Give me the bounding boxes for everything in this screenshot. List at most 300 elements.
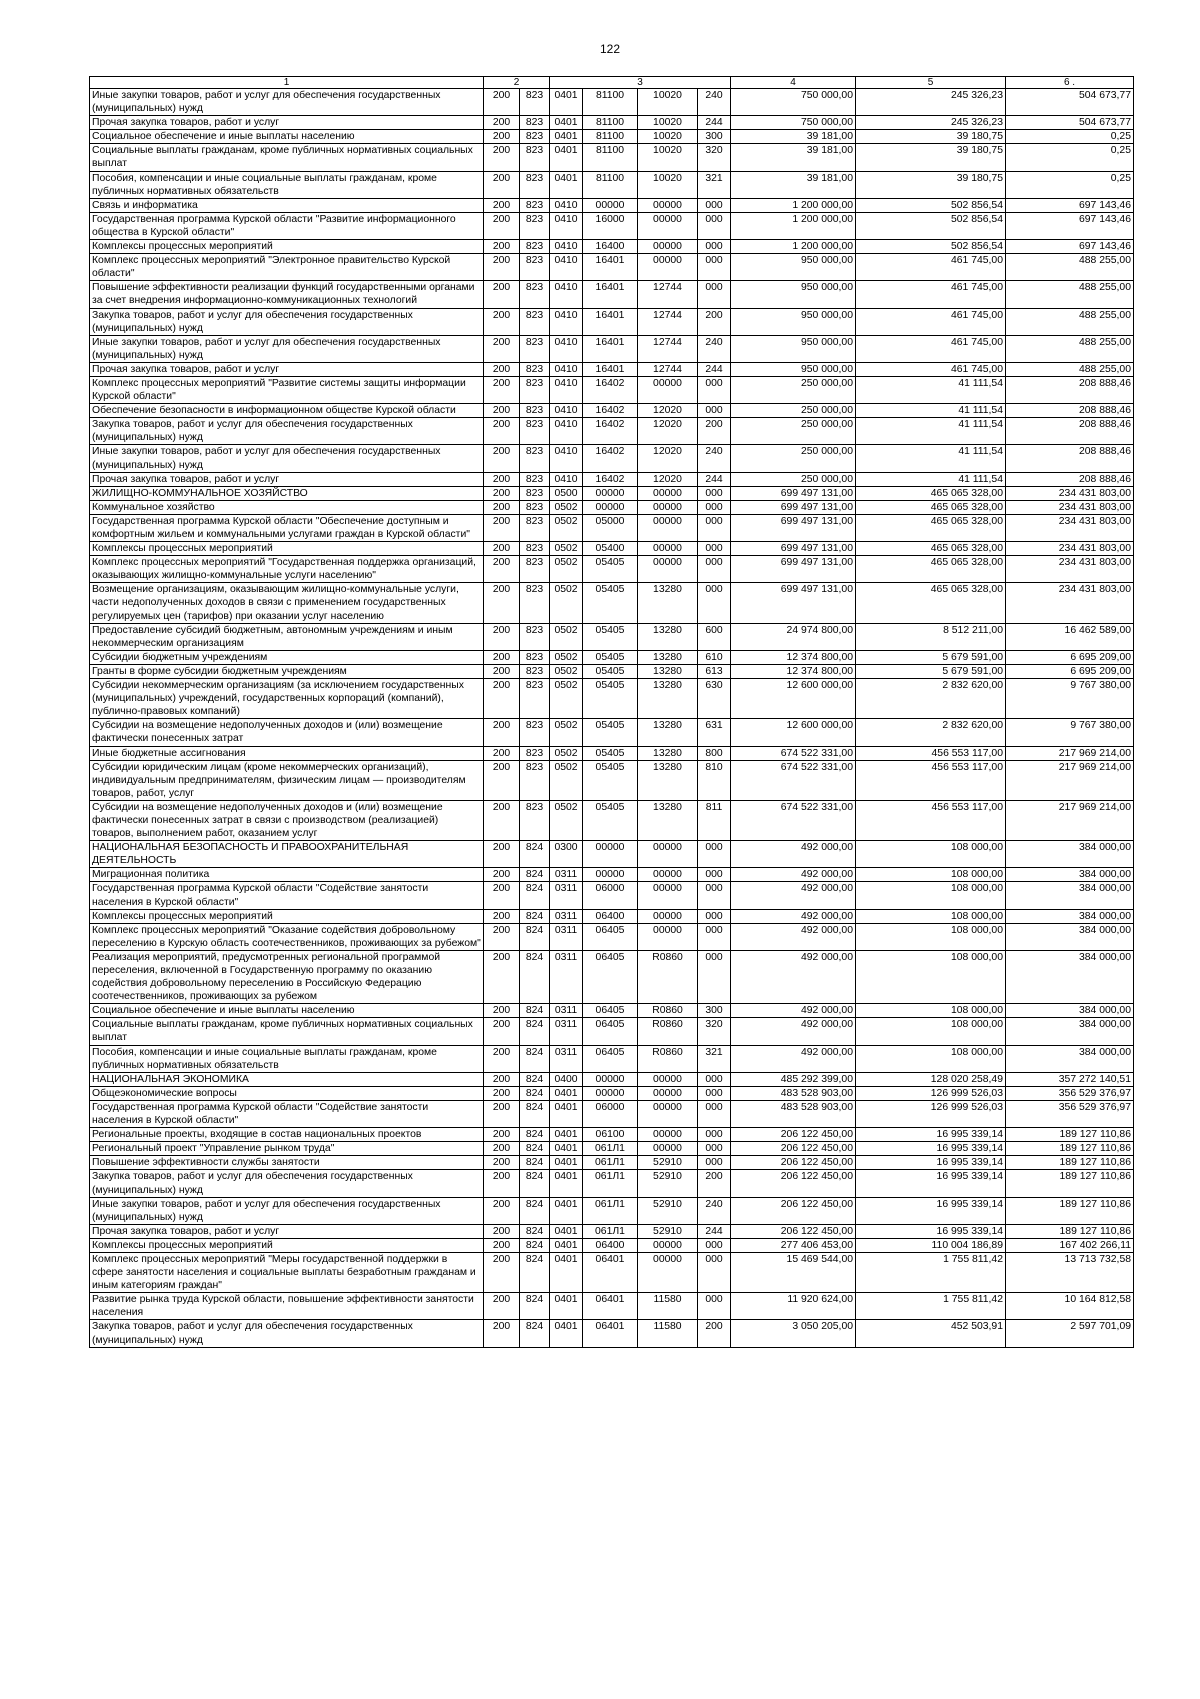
table-row (90, 198, 1134, 212)
code-cell-vr: 000 (698, 1142, 731, 1156)
amount-remaining-cell: 697 143,46 (1006, 240, 1134, 254)
amount-remaining-cell: 208 888,46 (1006, 472, 1134, 486)
code-cell-program: 16401 (583, 335, 638, 362)
code-cell-grbs: 823 (520, 719, 550, 746)
amount-approved-cell: 674 522 331,00 (731, 746, 856, 760)
code-cell-grbs: 823 (520, 362, 550, 376)
code-cell-direction: 12744 (638, 308, 698, 335)
table-row (90, 746, 1134, 760)
amount-remaining-cell: 189 127 110,86 (1006, 1197, 1134, 1224)
code-cell-grbs: 823 (520, 335, 550, 362)
amount-remaining-cell: 217 969 214,00 (1006, 746, 1134, 760)
table-row (90, 376, 1134, 403)
code-cell-grbs: 824 (520, 1252, 550, 1292)
table-row (90, 144, 1134, 171)
code-cell-direction: 00000 (638, 1072, 698, 1086)
amount-approved-cell: 206 122 450,00 (731, 1224, 856, 1238)
code-cell-program: 00000 (583, 198, 638, 212)
amount-remaining-cell: 384 000,00 (1006, 882, 1134, 909)
code-cell-section: 200 (484, 116, 520, 130)
row-name-cell: Развитие рынка труда Курской области, повышение эффективности занятости населения (90, 1293, 484, 1320)
code-cell-section: 200 (484, 404, 520, 418)
code-cell-rzpr: 0311 (550, 1018, 583, 1045)
code-cell-vr: 000 (698, 882, 731, 909)
code-cell-grbs: 824 (520, 882, 550, 909)
code-cell-section: 200 (484, 868, 520, 882)
code-cell-program: 16402 (583, 445, 638, 472)
code-cell-section: 200 (484, 664, 520, 678)
code-cell-rzpr: 0401 (550, 1142, 583, 1156)
row-name-cell: Государственная программа Курской области "Содействие занятости населения в Курской области" (90, 882, 484, 909)
code-cell-vr: 000 (698, 212, 731, 239)
amount-executed-cell: 110 004 186,89 (856, 1238, 1006, 1252)
amount-executed-cell: 128 020 258,49 (856, 1072, 1006, 1086)
code-cell-rzpr: 0410 (550, 418, 583, 445)
amount-approved-cell: 12 374 800,00 (731, 650, 856, 664)
code-cell-program: 00000 (583, 486, 638, 500)
table-row (90, 1238, 1134, 1252)
code-cell-section: 200 (484, 500, 520, 514)
amount-remaining-cell: 208 888,46 (1006, 404, 1134, 418)
code-cell-rzpr: 0311 (550, 1004, 583, 1018)
code-cell-grbs: 824 (520, 1128, 550, 1142)
table-row (90, 1252, 1134, 1292)
amount-executed-cell: 461 745,00 (856, 254, 1006, 281)
table-row (90, 1170, 1134, 1197)
code-cell-direction: 13280 (638, 760, 698, 800)
code-cell-vr: 240 (698, 335, 731, 362)
code-cell-program: 00000 (583, 500, 638, 514)
code-cell-rzpr: 0502 (550, 679, 583, 719)
amount-approved-cell: 277 406 453,00 (731, 1238, 856, 1252)
code-cell-rzpr: 0311 (550, 1045, 583, 1072)
code-cell-vr: 000 (698, 240, 731, 254)
code-cell-rzpr: 0401 (550, 1100, 583, 1127)
amount-executed-cell: 5 679 591,00 (856, 650, 1006, 664)
amount-executed-cell: 465 065 328,00 (856, 500, 1006, 514)
code-cell-vr: 811 (698, 800, 731, 840)
code-cell-rzpr: 0401 (550, 130, 583, 144)
row-name-cell: Субсидии бюджетным учреждениям (90, 650, 484, 664)
code-cell-section: 200 (484, 1293, 520, 1320)
code-cell-direction: 00000 (638, 882, 698, 909)
amount-approved-cell: 1 200 000,00 (731, 240, 856, 254)
table-row (90, 719, 1134, 746)
row-name-cell: Региональные проекты, входящие в состав национальных проектов (90, 1128, 484, 1142)
code-cell-grbs: 824 (520, 1045, 550, 1072)
code-cell-direction: 00000 (638, 1252, 698, 1292)
code-cell-vr: 000 (698, 1252, 731, 1292)
amount-remaining-cell: 234 431 803,00 (1006, 583, 1134, 623)
table-row (90, 1086, 1134, 1100)
code-cell-section: 200 (484, 472, 520, 486)
table-row (90, 923, 1134, 950)
code-cell-direction: 00000 (638, 1142, 698, 1156)
code-cell-rzpr: 0502 (550, 760, 583, 800)
code-cell-grbs: 824 (520, 868, 550, 882)
code-cell-vr: 000 (698, 514, 731, 541)
amount-executed-cell: 456 553 117,00 (856, 746, 1006, 760)
code-cell-direction: 13280 (638, 583, 698, 623)
code-cell-direction: 00000 (638, 1128, 698, 1142)
code-cell-grbs: 823 (520, 472, 550, 486)
amount-approved-cell: 950 000,00 (731, 281, 856, 308)
amount-executed-cell: 2 832 620,00 (856, 679, 1006, 719)
amount-approved-cell: 250 000,00 (731, 445, 856, 472)
code-cell-section: 200 (484, 760, 520, 800)
code-cell-direction: 13280 (638, 623, 698, 650)
code-cell-direction: 12020 (638, 404, 698, 418)
row-name-cell: ЖИЛИЩНО-КОММУНАЛЬНОЕ ХОЗЯЙСТВО (90, 486, 484, 500)
code-cell-grbs: 823 (520, 130, 550, 144)
amount-remaining-cell: 13 713 732,58 (1006, 1252, 1134, 1292)
code-cell-grbs: 824 (520, 1320, 550, 1347)
amount-executed-cell: 108 000,00 (856, 841, 1006, 868)
amount-executed-cell: 465 065 328,00 (856, 514, 1006, 541)
row-name-cell: Комплекс процессных мероприятий "Государственная поддержка организаций, оказывающих жилищно-коммунальные услуги населению" (90, 556, 484, 583)
amount-executed-cell: 16 995 339,14 (856, 1142, 1006, 1156)
row-name-cell: Социальное обеспечение и иные выплаты населению (90, 130, 484, 144)
code-cell-grbs: 824 (520, 841, 550, 868)
amount-remaining-cell: 9 767 380,00 (1006, 679, 1134, 719)
code-cell-direction: R0860 (638, 950, 698, 1003)
code-cell-direction: 12744 (638, 281, 698, 308)
code-cell-rzpr: 0401 (550, 1252, 583, 1292)
amount-approved-cell: 12 600 000,00 (731, 719, 856, 746)
amount-approved-cell: 492 000,00 (731, 882, 856, 909)
row-name-cell: Субсидии на возмещение недополученных доходов и (или) возмещение фактически понесенных затрат в связи с производством (реализацией) товаров, выполнением работ, оказанием услуг (90, 800, 484, 840)
code-cell-section: 200 (484, 1072, 520, 1086)
code-cell-section: 200 (484, 1045, 520, 1072)
amount-remaining-cell: 488 255,00 (1006, 254, 1134, 281)
code-cell-section: 200 (484, 882, 520, 909)
amount-approved-cell: 699 497 131,00 (731, 542, 856, 556)
row-name-cell: Комплекс процессных мероприятий "Оказание содействия добровольному переселению в Курскую область соотечественников, проживающих за рубежом" (90, 923, 484, 950)
amount-approved-cell: 39 181,00 (731, 144, 856, 171)
code-cell-grbs: 823 (520, 116, 550, 130)
code-cell-vr: 000 (698, 500, 731, 514)
code-cell-grbs: 823 (520, 171, 550, 198)
code-cell-grbs: 823 (520, 514, 550, 541)
row-name-cell: Закупка товаров, работ и услуг для обеспечения государственных (муниципальных) нужд (90, 308, 484, 335)
row-name-cell: НАЦИОНАЛЬНАЯ ЭКОНОМИКА (90, 1072, 484, 1086)
code-cell-program: 05405 (583, 800, 638, 840)
code-cell-program: 06400 (583, 909, 638, 923)
amount-remaining-cell: 234 431 803,00 (1006, 542, 1134, 556)
code-cell-vr: 631 (698, 719, 731, 746)
code-cell-vr: 000 (698, 486, 731, 500)
code-cell-section: 200 (484, 1238, 520, 1252)
row-name-cell: Комплексы процессных мероприятий (90, 1238, 484, 1252)
code-cell-program: 061Л1 (583, 1224, 638, 1238)
code-cell-vr: 000 (698, 1128, 731, 1142)
code-cell-rzpr: 0502 (550, 500, 583, 514)
code-cell-grbs: 824 (520, 1100, 550, 1127)
code-cell-direction: 12020 (638, 445, 698, 472)
amount-executed-cell: 452 503,91 (856, 1320, 1006, 1347)
table-row (90, 556, 1134, 583)
code-cell-vr: 320 (698, 1018, 731, 1045)
amount-remaining-cell: 0,25 (1006, 171, 1134, 198)
amount-approved-cell: 950 000,00 (731, 254, 856, 281)
amount-approved-cell: 206 122 450,00 (731, 1128, 856, 1142)
code-cell-section: 200 (484, 923, 520, 950)
code-cell-program: 05405 (583, 623, 638, 650)
amount-executed-cell: 108 000,00 (856, 909, 1006, 923)
code-cell-section: 200 (484, 746, 520, 760)
code-cell-grbs: 824 (520, 1156, 550, 1170)
amount-approved-cell: 485 292 399,00 (731, 1072, 856, 1086)
code-cell-direction: 00000 (638, 923, 698, 950)
amount-remaining-cell: 6 695 209,00 (1006, 664, 1134, 678)
code-cell-vr: 244 (698, 1224, 731, 1238)
code-cell-grbs: 823 (520, 556, 550, 583)
code-cell-rzpr: 0401 (550, 1238, 583, 1252)
code-cell-rzpr: 0401 (550, 1320, 583, 1347)
code-cell-direction: 10020 (638, 171, 698, 198)
amount-approved-cell: 492 000,00 (731, 1018, 856, 1045)
code-cell-program: 06100 (583, 1128, 638, 1142)
table-row (90, 1197, 1134, 1224)
code-cell-program: 06401 (583, 1252, 638, 1292)
row-name-cell: Прочая закупка товаров, работ и услуг (90, 362, 484, 376)
code-cell-vr: 000 (698, 404, 731, 418)
amount-executed-cell: 16 995 339,14 (856, 1128, 1006, 1142)
code-cell-vr: 200 (698, 1170, 731, 1197)
code-cell-section: 200 (484, 171, 520, 198)
row-name-cell: Пособия, компенсации и иные социальные выплаты гражданам, кроме публичных нормативных обязательств (90, 1045, 484, 1072)
code-cell-vr: 240 (698, 1197, 731, 1224)
amount-approved-cell: 1 200 000,00 (731, 198, 856, 212)
code-cell-section: 200 (484, 89, 520, 116)
code-cell-grbs: 823 (520, 800, 550, 840)
amount-approved-cell: 950 000,00 (731, 362, 856, 376)
code-cell-program: 061Л1 (583, 1197, 638, 1224)
code-cell-rzpr: 0410 (550, 281, 583, 308)
code-cell-direction: 00000 (638, 376, 698, 403)
code-cell-grbs: 823 (520, 583, 550, 623)
code-cell-direction: 52910 (638, 1170, 698, 1197)
code-cell-rzpr: 0410 (550, 254, 583, 281)
amount-remaining-cell: 488 255,00 (1006, 308, 1134, 335)
code-cell-grbs: 823 (520, 198, 550, 212)
code-cell-rzpr: 0502 (550, 664, 583, 678)
code-cell-rzpr: 0410 (550, 362, 583, 376)
code-cell-direction: 13280 (638, 800, 698, 840)
code-cell-rzpr: 0502 (550, 746, 583, 760)
code-cell-grbs: 824 (520, 1224, 550, 1238)
code-cell-program: 16401 (583, 308, 638, 335)
code-cell-grbs: 824 (520, 1293, 550, 1320)
table-row (90, 500, 1134, 514)
amount-approved-cell: 206 122 450,00 (731, 1170, 856, 1197)
code-cell-program: 16402 (583, 418, 638, 445)
code-cell-rzpr: 0311 (550, 868, 583, 882)
code-cell-section: 200 (484, 486, 520, 500)
code-cell-grbs: 823 (520, 746, 550, 760)
code-cell-rzpr: 0410 (550, 308, 583, 335)
code-cell-direction: 00000 (638, 556, 698, 583)
amount-executed-cell: 461 745,00 (856, 308, 1006, 335)
amount-approved-cell: 24 974 800,00 (731, 623, 856, 650)
row-name-cell: Прочая закупка товаров, работ и услуг (90, 116, 484, 130)
amount-approved-cell: 492 000,00 (731, 841, 856, 868)
code-cell-grbs: 824 (520, 1170, 550, 1197)
code-cell-vr: 000 (698, 376, 731, 403)
code-cell-direction: 13280 (638, 746, 698, 760)
code-cell-grbs: 823 (520, 500, 550, 514)
code-cell-vr: 244 (698, 362, 731, 376)
code-cell-vr: 300 (698, 1004, 731, 1018)
code-cell-vr: 000 (698, 198, 731, 212)
amount-remaining-cell: 189 127 110,86 (1006, 1142, 1134, 1156)
code-cell-rzpr: 0311 (550, 950, 583, 1003)
amount-remaining-cell: 697 143,46 (1006, 198, 1134, 212)
amount-approved-cell: 750 000,00 (731, 116, 856, 130)
code-cell-grbs: 823 (520, 144, 550, 171)
code-cell-vr: 000 (698, 1156, 731, 1170)
code-cell-program: 81100 (583, 89, 638, 116)
code-cell-program: 05000 (583, 514, 638, 541)
table-row (90, 418, 1134, 445)
code-cell-grbs: 824 (520, 1004, 550, 1018)
row-name-cell: Иные бюджетные ассигнования (90, 746, 484, 760)
amount-remaining-cell: 488 255,00 (1006, 362, 1134, 376)
amount-executed-cell: 41 111,54 (856, 445, 1006, 472)
amount-remaining-cell: 384 000,00 (1006, 841, 1134, 868)
table-row (90, 486, 1134, 500)
code-cell-direction: 00000 (638, 1238, 698, 1252)
amount-approved-cell: 12 374 800,00 (731, 664, 856, 678)
code-cell-rzpr: 0401 (550, 1197, 583, 1224)
amount-executed-cell: 126 999 526,03 (856, 1100, 1006, 1127)
amount-approved-cell: 674 522 331,00 (731, 760, 856, 800)
amount-executed-cell: 461 745,00 (856, 281, 1006, 308)
table-row (90, 1100, 1134, 1127)
code-cell-rzpr: 0401 (550, 1293, 583, 1320)
code-cell-grbs: 824 (520, 1018, 550, 1045)
header-cell-5: 5 (856, 77, 1006, 89)
amount-remaining-cell: 0,25 (1006, 144, 1134, 171)
amount-approved-cell: 492 000,00 (731, 1004, 856, 1018)
code-cell-program: 05405 (583, 719, 638, 746)
code-cell-grbs: 823 (520, 240, 550, 254)
code-cell-section: 200 (484, 144, 520, 171)
code-cell-rzpr: 0502 (550, 556, 583, 583)
code-cell-program: 16402 (583, 376, 638, 403)
code-cell-section: 200 (484, 1156, 520, 1170)
code-cell-grbs: 823 (520, 623, 550, 650)
row-name-cell: Комплексы процессных мероприятий (90, 542, 484, 556)
code-cell-direction: 11580 (638, 1320, 698, 1347)
row-name-cell: Закупка товаров, работ и услуг для обеспечения государственных (муниципальных) нужд (90, 1170, 484, 1197)
table-row (90, 679, 1134, 719)
code-cell-program: 061Л1 (583, 1142, 638, 1156)
amount-approved-cell: 674 522 331,00 (731, 800, 856, 840)
code-cell-rzpr: 0502 (550, 800, 583, 840)
code-cell-rzpr: 0401 (550, 1156, 583, 1170)
amount-remaining-cell: 208 888,46 (1006, 376, 1134, 403)
code-cell-program: 05405 (583, 760, 638, 800)
amount-approved-cell: 483 528 903,00 (731, 1100, 856, 1127)
page-number: 122 (599, 42, 621, 56)
table-row (90, 800, 1134, 840)
table-row (90, 841, 1134, 868)
code-cell-program: 05405 (583, 746, 638, 760)
row-name-cell: Социальное обеспечение и иные выплаты населению (90, 1004, 484, 1018)
row-name-cell: Комплекс процессных мероприятий "Развитие системы защиты информации Курской области" (90, 376, 484, 403)
code-cell-vr: 321 (698, 1045, 731, 1072)
amount-executed-cell: 245 326,23 (856, 116, 1006, 130)
code-cell-vr: 000 (698, 1238, 731, 1252)
row-name-cell: Государственная программа Курской области "Развитие информационного общества в Курской области" (90, 212, 484, 239)
amount-executed-cell: 41 111,54 (856, 376, 1006, 403)
code-cell-program: 00000 (583, 868, 638, 882)
amount-executed-cell: 456 553 117,00 (856, 800, 1006, 840)
row-name-cell: Субсидии на возмещение недополученных доходов и (или) возмещение фактически понесенных затрат (90, 719, 484, 746)
code-cell-grbs: 823 (520, 308, 550, 335)
amount-executed-cell: 108 000,00 (856, 868, 1006, 882)
code-cell-program: 05405 (583, 664, 638, 678)
code-cell-section: 200 (484, 841, 520, 868)
amount-remaining-cell: 208 888,46 (1006, 418, 1134, 445)
code-cell-direction: 00000 (638, 1086, 698, 1100)
row-name-cell: Миграционная политика (90, 868, 484, 882)
code-cell-rzpr: 0502 (550, 542, 583, 556)
amount-approved-cell: 492 000,00 (731, 1045, 856, 1072)
code-cell-rzpr: 0401 (550, 144, 583, 171)
row-name-cell: Прочая закупка товаров, работ и услуг (90, 472, 484, 486)
table-row (90, 542, 1134, 556)
amount-approved-cell: 11 920 624,00 (731, 1293, 856, 1320)
amount-approved-cell: 206 122 450,00 (731, 1197, 856, 1224)
amount-executed-cell: 465 065 328,00 (856, 583, 1006, 623)
code-cell-direction: 00000 (638, 212, 698, 239)
amount-approved-cell: 206 122 450,00 (731, 1156, 856, 1170)
amount-executed-cell: 39 180,75 (856, 171, 1006, 198)
code-cell-program: 06405 (583, 1004, 638, 1018)
amount-remaining-cell: 189 127 110,86 (1006, 1156, 1134, 1170)
code-cell-direction: 00000 (638, 909, 698, 923)
row-name-cell: Коммунальное хозяйство (90, 500, 484, 514)
header-cell-3: 3 (550, 77, 731, 89)
code-cell-direction: 00000 (638, 841, 698, 868)
amount-remaining-cell: 384 000,00 (1006, 1045, 1134, 1072)
code-cell-program: 05405 (583, 679, 638, 719)
code-cell-program: 16401 (583, 254, 638, 281)
row-name-cell: Закупка товаров, работ и услуг для обеспечения государственных (муниципальных) нужд (90, 1320, 484, 1347)
amount-executed-cell: 461 745,00 (856, 335, 1006, 362)
row-name-cell: Закупка товаров, работ и услуг для обеспечения государственных (муниципальных) нужд (90, 418, 484, 445)
amount-remaining-cell: 16 462 589,00 (1006, 623, 1134, 650)
code-cell-section: 200 (484, 130, 520, 144)
code-cell-program: 16000 (583, 212, 638, 239)
code-cell-section: 200 (484, 418, 520, 445)
table-row (90, 445, 1134, 472)
code-cell-vr: 000 (698, 281, 731, 308)
code-cell-vr: 000 (698, 583, 731, 623)
table-row (90, 254, 1134, 281)
amount-approved-cell: 699 497 131,00 (731, 486, 856, 500)
code-cell-section: 200 (484, 514, 520, 541)
amount-remaining-cell: 384 000,00 (1006, 1004, 1134, 1018)
amount-approved-cell: 492 000,00 (731, 950, 856, 1003)
code-cell-section: 200 (484, 1224, 520, 1238)
code-cell-rzpr: 0300 (550, 841, 583, 868)
code-cell-rzpr: 0311 (550, 909, 583, 923)
code-cell-grbs: 824 (520, 909, 550, 923)
row-name-cell: Социальные выплаты гражданам, кроме публичных нормативных социальных выплат (90, 144, 484, 171)
